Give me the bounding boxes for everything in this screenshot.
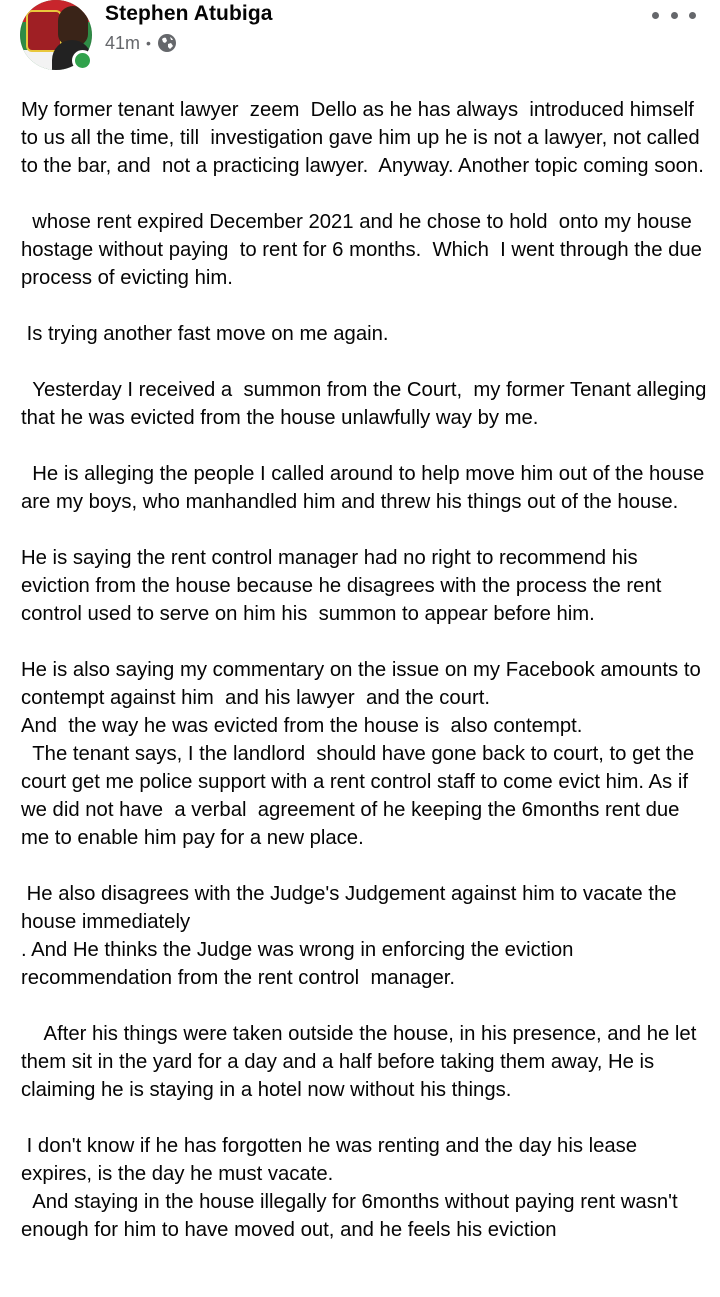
post-paragraph: After his things were taken outside the house, in his presence, and he let them sit in the yard for a day and a half before taking them away, He is claiming he is staying in a hotel now without his things.: [21, 1023, 702, 1101]
post-paragraph: He is alleging the people I called around to help move him out of the house are my boys, who manhandled him and threw his things out of the house.: [21, 463, 710, 513]
globe-icon[interactable]: [157, 33, 177, 53]
post-paragraph: He is also saying my commentary on the issue on my Facebook amounts to contempt against him and his lawyer and the court. And the way he was evicted from the house is also contempt. The tenant says, I the landlord should have gone back to court, to get the court get me police support with a rent control staff to come evict him. As if we did not have a verbal agreement of he keeping the 6months rent due me to enable him pay for a new place.: [21, 659, 701, 849]
post-paragraph: He is saying the rent control manager had no right to recommend his eviction from the house because he disagrees with the process the rent control used to serve on him his summon to appear before him.: [21, 547, 667, 625]
online-status-badge: [72, 50, 93, 71]
post-paragraph: whose rent expired December 2021 and he chose to hold onto my house hostage without paying to rent for 6 months. Which I went through the due process of evicting him.: [21, 211, 708, 289]
post-body: [21, 96, 711, 1244]
post-header: [0, 0, 720, 76]
post-paragraph: He also disagrees with the Judge's Judgement against him to vacate the house immediately . And He thinks the Judge was wrong in enforcing the eviction recommendation from the rent control manager.: [21, 883, 677, 989]
more-options-icon[interactable]: [652, 4, 696, 26]
post-paragraph: I don't know if he has forgotten he was renting and the day his lease expires, is the day he must vacate. And staying in the house illegally for 6months without paying rent wasn't enough for him to have moved out, and he feels his eviction: [21, 1135, 678, 1241]
author-avatar[interactable]: [20, 0, 92, 72]
post-paragraph: My former tenant lawyer zeem Dello as he has always introduced himself to us all the time, till investigation gave him up he is not a lawyer, not called to the bar, and not a practicing lawyer. Anyway. Another topic coming soon.: [21, 99, 706, 177]
post-paragraph: Yesterday I received a summon from the Court, my former Tenant alleging that he was evicted from the house unlawfully way by me.: [21, 379, 713, 429]
meta-separator: •: [146, 35, 151, 51]
post-meta: [105, 31, 177, 55]
post-paragraph: Is trying another fast move on me again.: [21, 323, 389, 345]
author-name[interactable]: Stephen Atubiga: [105, 2, 273, 25]
post-timestamp[interactable]: 41m: [105, 32, 141, 53]
